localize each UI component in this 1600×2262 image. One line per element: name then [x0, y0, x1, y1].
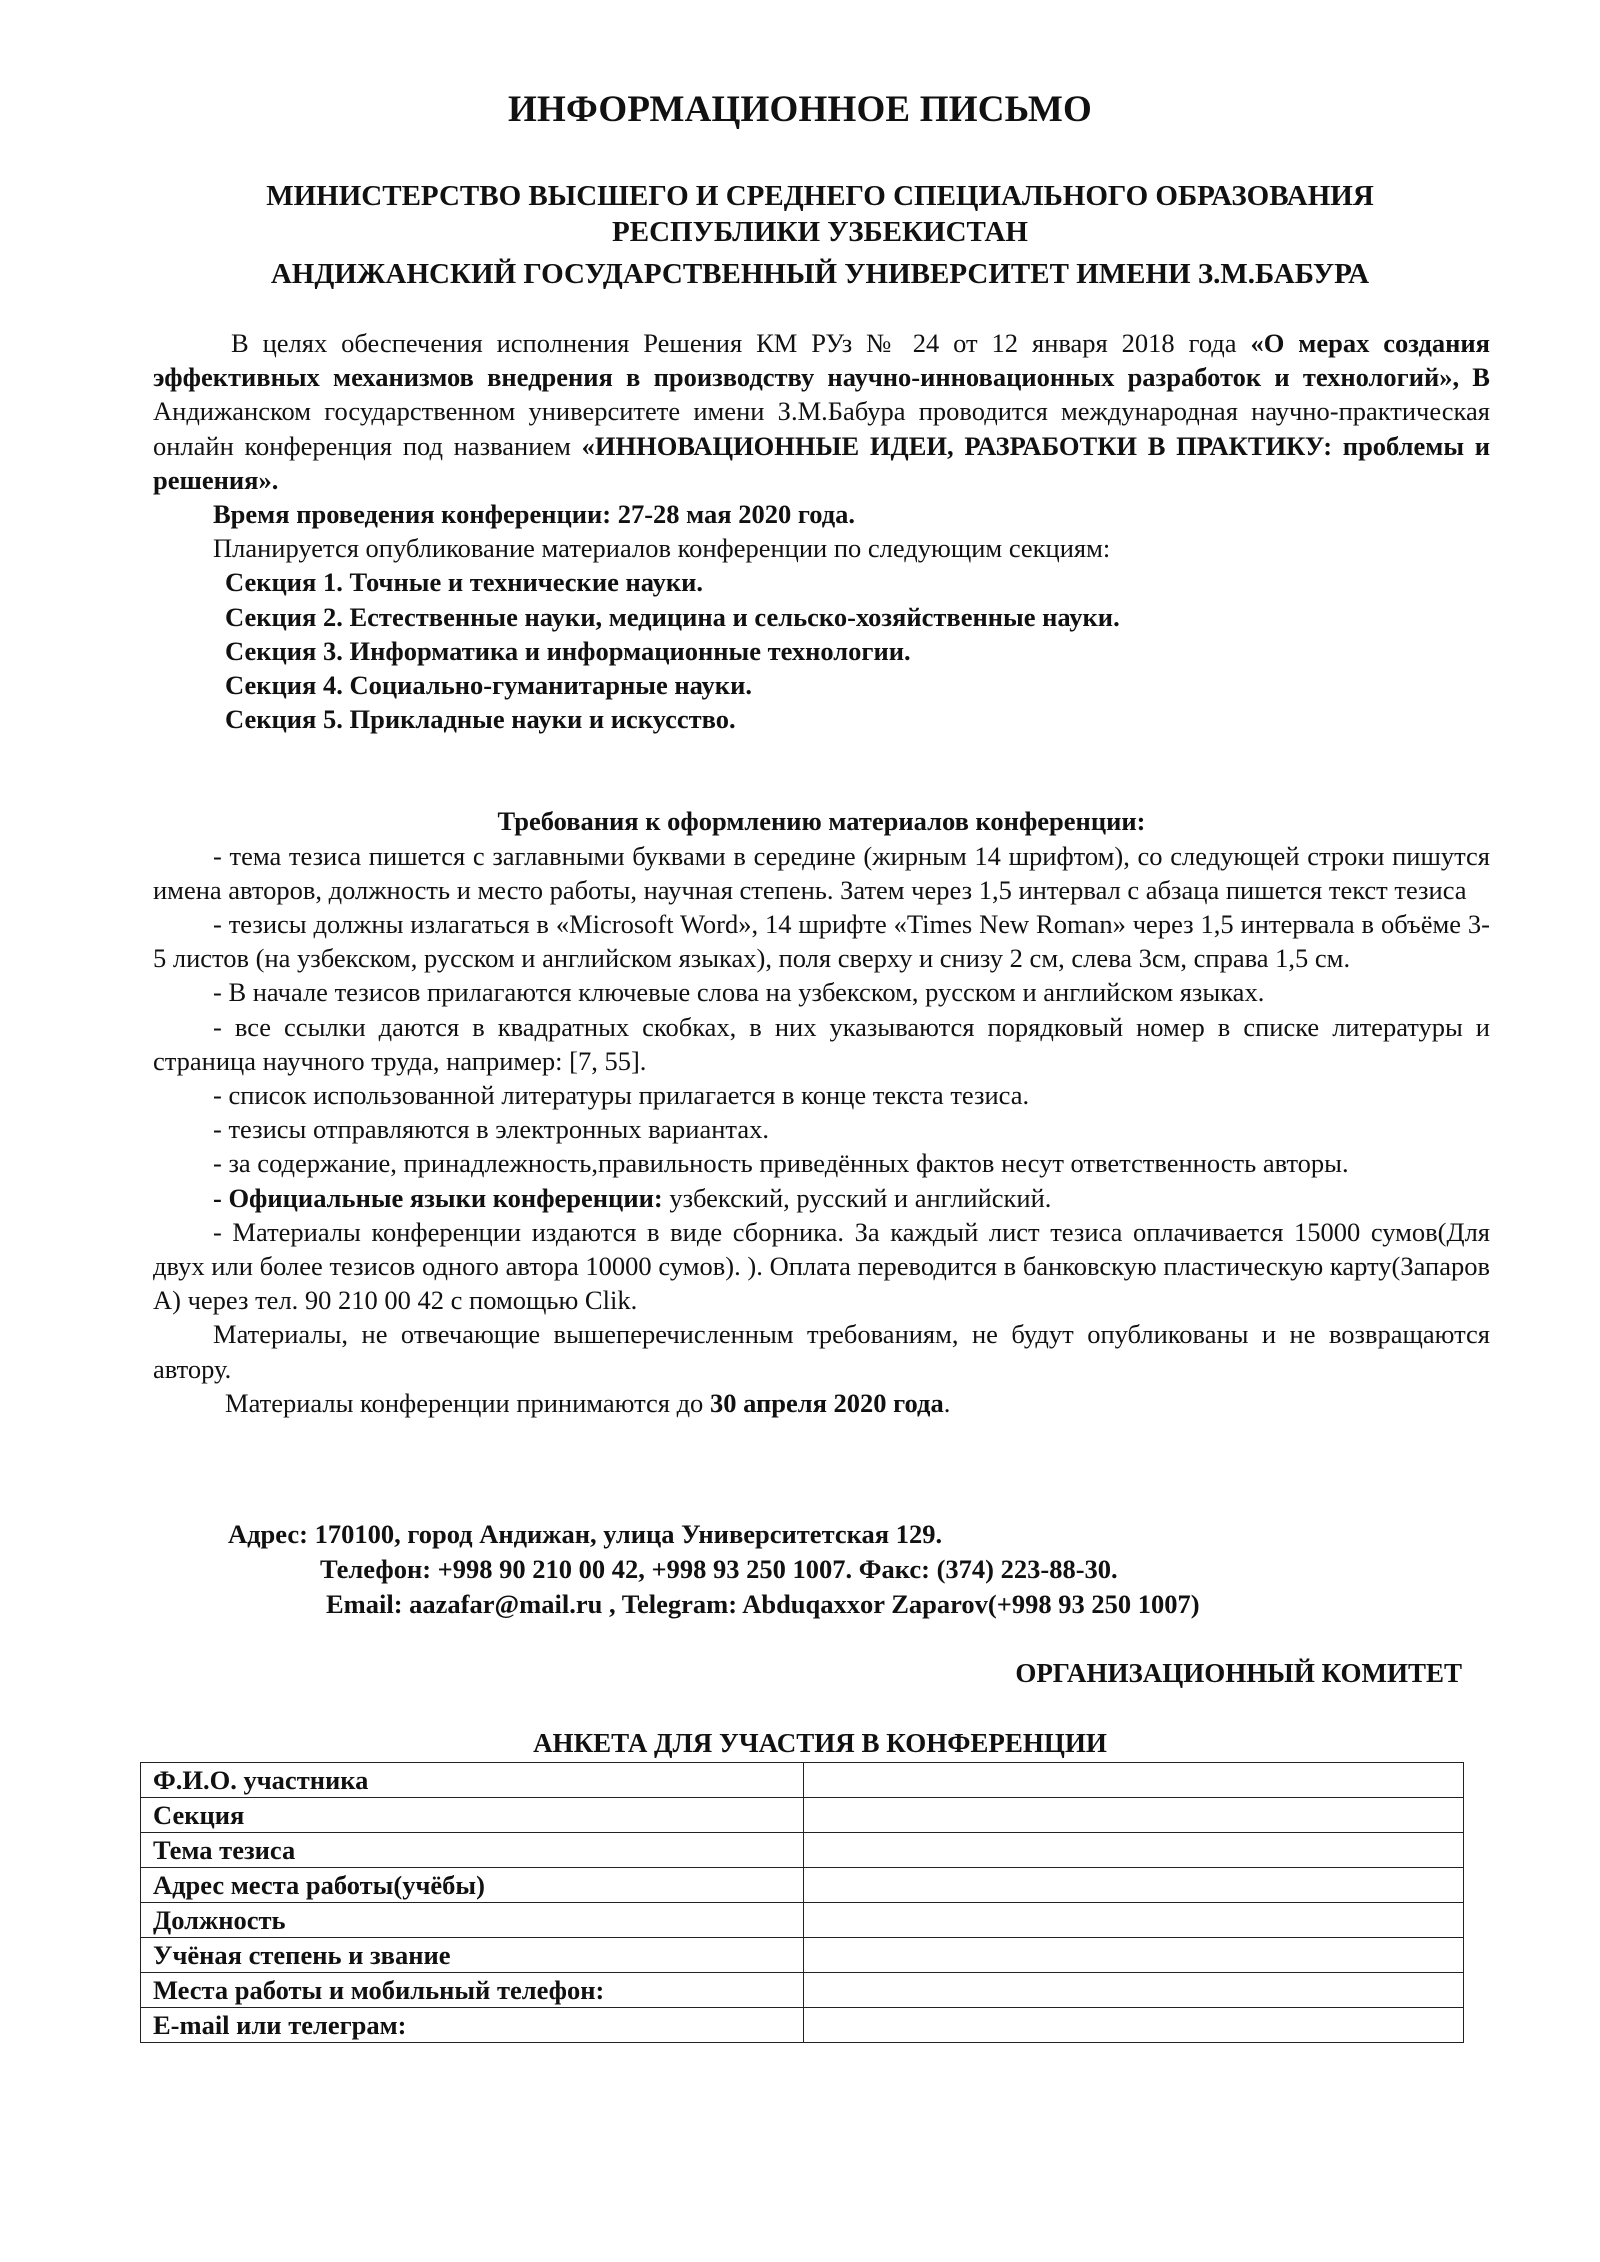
- email-line: Email: aazafar@mail.ru , Telegram: Abduqaxxor Zaparov(+998 93 250 1007): [326, 1589, 1200, 1619]
- requirement-item: - тезисы отправляются в электронных вариантах.: [213, 1114, 769, 1145]
- ministry-line-1: МИНИСТЕРСТВО ВЫСШЕГО И СРЕДНЕГО СПЕЦИАЛЬНОГО ОБРАЗОВАНИЯ: [266, 180, 1374, 212]
- deadline-text: Материалы конференции принимаются до: [225, 1387, 710, 1418]
- form-row: [141, 2008, 1464, 2043]
- form-field[interactable]: [804, 1833, 1464, 1868]
- intro-text-b: «О мерах создания эффективных механизмов внедрения в производству научно-инновационных разработок и технологий», В: [153, 328, 1490, 393]
- ministry-heading: [230, 178, 1410, 250]
- payment-info: - Материалы конференции издаются в виде сборника. За каждый лист тезиса оплачивается 15000 сумов(Для двух или более тезисов одного автора 10000 сумов). ). Оплата переводится в банковскую пластическую карту(Запаров А) через тел. 90 210 00 42 с помощью Clik.: [153, 1216, 1490, 1316]
- form-row: [141, 1868, 1464, 1903]
- letter-body: [153, 326, 1490, 1420]
- requirement-item: - список использованной литературы прилагается в конце текста тезиса.: [213, 1080, 1030, 1111]
- form-label: E-mail или телеграм:: [141, 2008, 804, 2043]
- form-row: [141, 1763, 1464, 1798]
- official-languages-value: узбекский, русский и английский.: [662, 1182, 1052, 1213]
- page-title: ИНФОРМАЦИОННОЕ ПИСЬМО: [508, 89, 1092, 130]
- deadline: [153, 1386, 1490, 1420]
- org-committee: ОРГАНИЗАЦИОННЫЙ КОМИТЕТ: [1015, 1658, 1462, 1688]
- requirement-item: - все ссылки даются в квадратных скобках, в них указываются порядковый номер в списке литературы и страница научного труда, например: [7, 55].: [153, 1011, 1490, 1076]
- contacts-block: [228, 1517, 1200, 1622]
- requirement-item: - за содержание, принадлежность,правильность приведённых фактов несут ответственность авторы.: [213, 1148, 1349, 1179]
- form-label: Места работы и мобильный телефон:: [141, 1973, 804, 2008]
- form-field[interactable]: [804, 1868, 1464, 1903]
- address-line: Адрес: 170100, город Андижан, улица Университетская 129.: [228, 1519, 943, 1549]
- university-heading: АНДИЖАНСКИЙ ГОСУДАРСТВЕННЫЙ УНИВЕРСИТЕТ ИМЕНИ З.М.БАБУРА: [270, 258, 1370, 290]
- requirement-item: - В начале тезисов прилагаются ключевые слова на узбекском, русском и английском языках.: [213, 977, 1265, 1008]
- form-field[interactable]: [804, 1903, 1464, 1938]
- form-label: Учёная степень и звание: [141, 1938, 804, 1973]
- form-label: Адрес места работы(учёбы): [141, 1868, 804, 1903]
- form-label: Ф.И.О. участника: [141, 1763, 804, 1798]
- section-item: Секция 3. Информатика и информационные технологии.: [225, 635, 911, 666]
- form-label: Секция: [141, 1798, 804, 1833]
- intro-text-a: В целях обеспечения исполнения Решения КМ РУз № 24 от 12 января 2018 года: [231, 328, 1251, 358]
- spacer: [153, 736, 1490, 804]
- sections-intro: Планируется опубликование материалов конференции по следующим секциям:: [213, 533, 1111, 564]
- form-label: Должность: [141, 1903, 804, 1938]
- form-field[interactable]: [804, 1973, 1464, 2008]
- conference-name: «ИННОВАЦИОННЫЕ ИДЕИ, РАЗРАБОТКИ В ПРАКТИКУ: проблемы и решения».: [153, 430, 1490, 495]
- deadline-date: 30 апреля 2020 года: [709, 1387, 944, 1418]
- form-field[interactable]: [804, 1798, 1464, 1833]
- phone-line: Телефон: +998 90 210 00 42, +998 93 250 1007. Факс: (374) 223-88-30.: [320, 1554, 1118, 1584]
- section-item: Секция 4. Социально-гуманитарные науки.: [225, 670, 752, 701]
- section-item: Секция 2. Естественные науки, медицина и сельско-хозяйственные науки.: [225, 601, 1120, 632]
- deadline-end: .: [943, 1387, 951, 1418]
- form-title: АНКЕТА ДЛЯ УЧАСТИЯ В КОНФЕРЕНЦИИ: [533, 1728, 1107, 1758]
- section-item: Секция 1. Точные и технические науки.: [225, 567, 704, 598]
- rejection-note: Материалы, не отвечающие вышеперечисленным требованиям, не будут опубликованы и не возвращаются автору.: [153, 1319, 1490, 1384]
- form-field[interactable]: [804, 1763, 1464, 1798]
- section-item: Секция 5. Прикладные науки и искусство.: [225, 704, 736, 735]
- official-languages: [153, 1181, 1490, 1215]
- form-row: [141, 1903, 1464, 1938]
- intro-text-c: Андижанском государственном университете имени З.М.Бабура проводится международная научно-практическая онлайн конференция под названием: [153, 396, 1490, 461]
- official-languages-label: - Официальные языки конференции:: [213, 1182, 663, 1213]
- participation-form: [140, 1762, 1464, 2043]
- requirement-item: - тезисы должны излагаться в «Microsoft Word», 14 шрифте «Times New Roman» через 1,5 интервала в объёме 3-5 листов (на узбекском, русском и английском языках), поля сверху и снизу 2 см, слева 3см, справа 1,5 см.: [153, 909, 1490, 974]
- form-row: [141, 1938, 1464, 1973]
- form-label: Тема тезиса: [141, 1833, 804, 1868]
- form-row: [141, 1833, 1464, 1868]
- requirements-title: Требования к оформлению материалов конференции:: [497, 806, 1146, 837]
- form-row: [141, 1798, 1464, 1833]
- ministry-line-2: РЕСПУБЛИКИ УЗБЕКИСТАН: [612, 216, 1028, 248]
- intro-paragraph: [153, 326, 1490, 497]
- conference-dates: Время проведения конференции: 27-28 мая 2020 года.: [213, 499, 856, 530]
- form-field[interactable]: [804, 2008, 1464, 2043]
- form-field[interactable]: [804, 1938, 1464, 1973]
- form-row: [141, 1973, 1464, 2008]
- requirement-item: - тема тезиса пишется с заглавными буквами в середине (жирным 14 шрифтом), со следующей строки пишутся имена авторов, должность и место работы, научная степень. Затем через 1,5 интервал с абзаца пишется текст тезиса: [153, 840, 1490, 905]
